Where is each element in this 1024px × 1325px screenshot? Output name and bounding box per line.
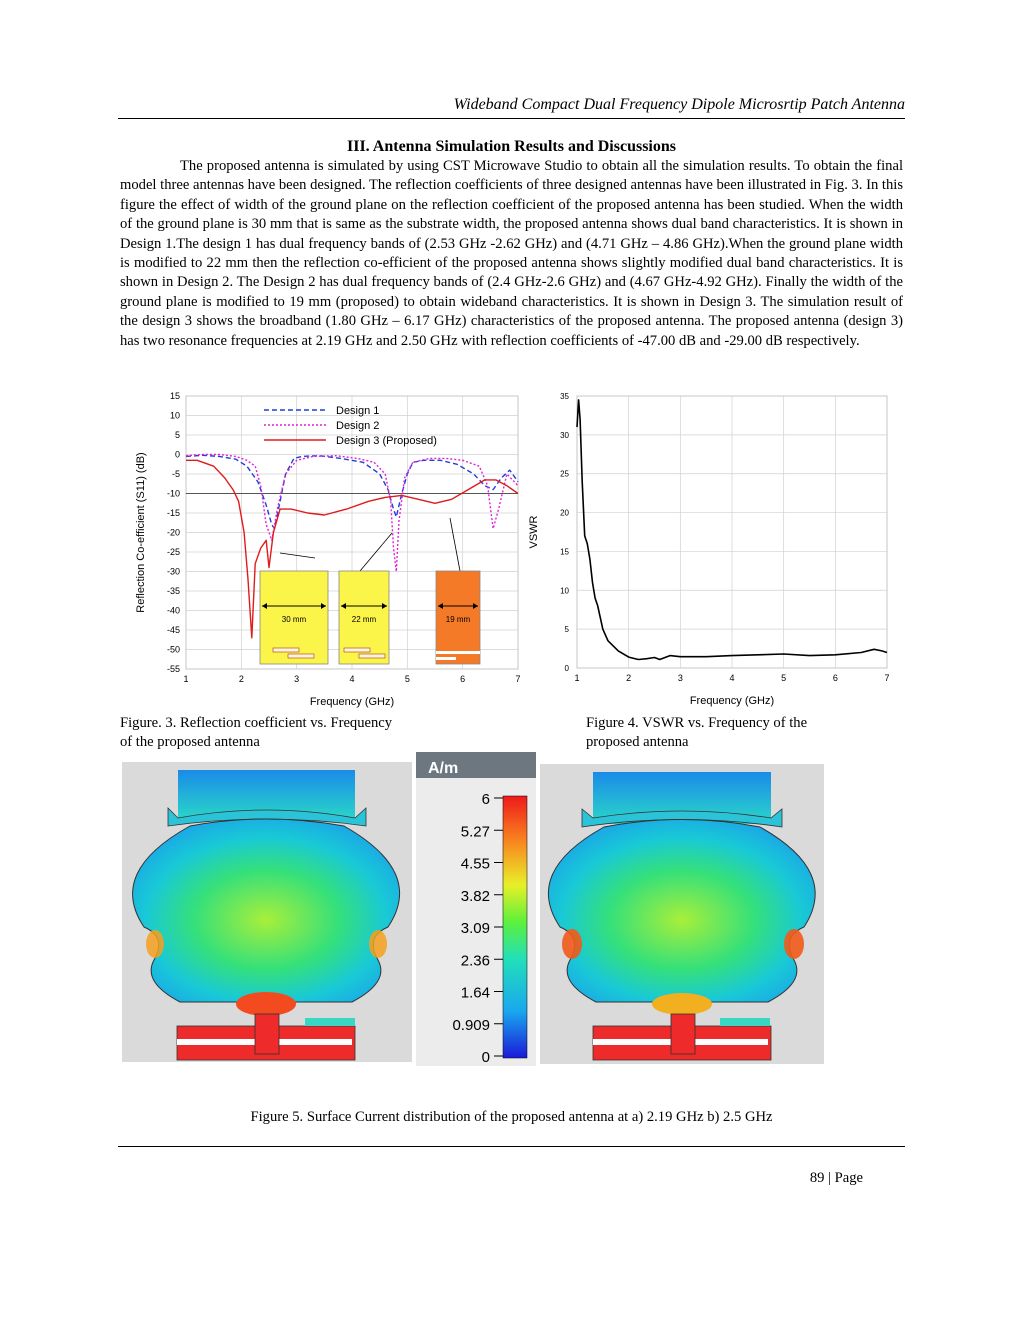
body-paragraph: The proposed antenna is simulated by using CST Microwave Studio to obtain all the simulation results. To obtain the final model three antennas have been designed. The reflection coefficients of three designed antennas have been illustrated in Fig. 3. In this figure the effect of width of the ground plane on the reflection coefficient of the proposed antenna has been studied. When the width of the ground plane is 30 mm that is same as the substrate width, the proposed antenna shows dual band characteristics. It is shown in Design 1.The design 1 has dual frequency bands of (2.53 GHz -2.62 GHz) and (4.71 GHz – 4.86 GHz).When the ground plane width is modified to 22 mm then the reflection co-efficient of the proposed antenna shows slightly modified dual band characteristics. It is shown in Design 2. The Design 2 has dual frequency bands of (2.4 GHz-2.6 GHz) and (4.67 GHz-4.92 GHz). Finally the width of the ground plane is modified to 19 mm (proposed) to obtain wideband characteristics. It is shown in Design 3. The simulation result of the design 3 shows the broadband (1.80 GHz – 6.17 GHz) characteristics of the proposed antenna. The proposed antenna (design 3) has two resonance frequencies at 2.19 GHz and 2.50 GHz with reflection coefficients of -47.00 dB and -29.00 dB respectively. (120, 158, 903, 349)
x-tick-label: 7 (515, 674, 521, 684)
y-tick-label: 20 (560, 508, 569, 518)
y-tick-label: -5 (171, 469, 180, 479)
colorbar-tick-label: 0 (481, 1049, 490, 1066)
x-tick-label: 2 (238, 674, 244, 684)
header-rule (118, 118, 905, 119)
figure-3-caption-line-1: Figure. 3. Reflection coefficient vs. Frequency (120, 715, 393, 731)
current-plot-b (540, 764, 824, 1064)
figure-5-surface-current (120, 752, 830, 1072)
x-tick-label: 3 (294, 674, 300, 684)
figure-5-caption: Figure 5. Surface Current distribution of the proposed antenna at a) 2.19 GHz b) 2.5 GHz (250, 1109, 773, 1125)
x-tick-label: 5 (781, 673, 787, 683)
y-tick-label: 30 (560, 430, 569, 440)
footer-rule (118, 1146, 905, 1147)
legend-entry-1: Design 1 (336, 405, 380, 417)
y-tick-label: -25 (166, 547, 180, 557)
y-tick-label: -30 (166, 566, 180, 577)
figure-4-vswr-chart (527, 388, 892, 710)
y-tick-label: 25 (560, 469, 569, 479)
colorbar-tick-label: 0.909 (452, 1016, 490, 1034)
section-title: III. Antenna Simulation Results and Discussions (347, 138, 676, 155)
colorbar-tick-label: 2.36 (460, 952, 490, 970)
y-tick-label: 15 (560, 547, 569, 557)
grid (577, 396, 887, 668)
y-tick-label: -20 (166, 527, 180, 538)
colorbar-tick-label: 4.55 (460, 855, 490, 873)
x-axis-label: Frequency (GHz) (689, 695, 775, 707)
colorbar-tick-label: 3.09 (460, 920, 490, 937)
x-tick-label: 4 (729, 673, 735, 683)
y-tick-label: 15 (169, 391, 180, 401)
colorbar-unit: A/m (428, 760, 459, 777)
y-tick-label: -35 (166, 586, 180, 596)
figure-3-reflection-chart (130, 388, 530, 710)
inset-label-22mm: 22 mm (351, 615, 377, 624)
figure-3-caption-line-2: of the proposed antenna (120, 734, 260, 750)
y-tick-label: -15 (166, 508, 180, 518)
y-tick-label: 10 (169, 410, 180, 421)
colorbar-tick-label: 6 (481, 791, 490, 808)
y-tick-label: 0 (174, 449, 180, 460)
x-tick-label: 2 (626, 673, 632, 683)
inset-label-19mm: 19 mm (445, 615, 471, 624)
legend-entry-3: Design 3 (Proposed) (336, 435, 437, 447)
x-tick-label: 3 (677, 673, 683, 683)
colorbar (416, 752, 536, 1066)
figure-4-caption-line-1: Figure 4. VSWR vs. Frequency of the (586, 715, 808, 731)
x-tick-label: 1 (183, 674, 189, 684)
y-tick-label: -55 (166, 664, 180, 674)
x-tick-label: 5 (404, 674, 410, 684)
x-tick-label: 4 (349, 674, 355, 684)
page-number: 89 | Page (809, 1170, 863, 1186)
y-tick-label: 10 (560, 586, 569, 596)
y-tick-label: 5 (564, 625, 569, 635)
y-tick-label: -40 (166, 605, 180, 616)
current-plot-a (122, 762, 412, 1062)
colorbar-tick-label: 5.27 (460, 823, 490, 841)
x-tick-label: 1 (574, 673, 580, 683)
figure-4-caption (586, 714, 876, 752)
colorbar-tick-label: 3.82 (460, 887, 490, 905)
running-header: Wideband Compact Dual Frequency Dipole Microsrtip Patch Antenna (453, 96, 905, 113)
y-tick-label: -45 (166, 625, 180, 635)
x-tick-label: 6 (832, 673, 838, 683)
inset-label-30mm: 30 mm (281, 615, 307, 624)
figure-4-caption-line-2: proposed antenna (586, 734, 689, 750)
y-tick-label: -50 (166, 644, 180, 655)
figure-3-caption (120, 714, 450, 752)
x-axis-label: Frequency (GHz) (309, 696, 395, 708)
y-tick-label: -10 (166, 488, 180, 499)
y-axis-label: Reflection Co-efficient (S11) (dB) (135, 452, 147, 613)
colorbar-tick-label: 1.64 (460, 984, 490, 1002)
y-tick-label: 35 (560, 392, 569, 401)
y-tick-label: 5 (174, 430, 180, 440)
legend-entry-2: Design 2 (336, 420, 380, 432)
y-tick-label: 0 (564, 664, 569, 673)
y-axis-label: VSWR (528, 515, 540, 549)
x-tick-label: 6 (460, 674, 466, 684)
x-tick-label: 7 (884, 673, 890, 683)
